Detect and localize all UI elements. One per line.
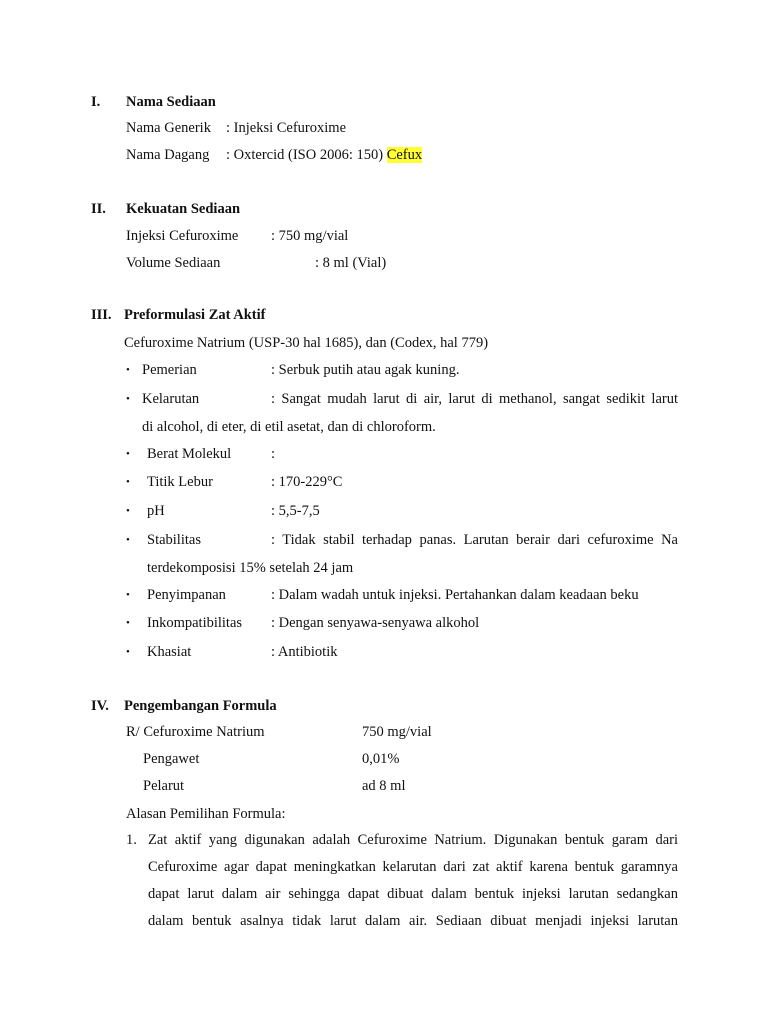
property-value-continuation: terdekomposisi 15% setelah 24 jam [147,560,354,576]
formula-label: Pengawet [143,751,200,767]
property-value: : Tidak stabil terhadap panas. Larutan berair dari cefuroxime Na [271,532,678,548]
formula-value: 750 mg/vial [362,724,432,740]
property-value: : Sangat mudah larut di air, larut di methanol, sangat sedikit larut [271,391,678,407]
section-4-title: Pengembangan Formula [124,698,277,714]
reason-line: dalam bentuk asalnya tidak larut dalam air. Sediaan dibuat menjadi injeksi larutan [148,913,678,929]
formula-value: 0,01% [362,751,400,767]
formula-label: R/ Cefuroxime Natrium [126,724,265,740]
trade-name-value [226,147,422,164]
bullet-icon: • [126,617,130,629]
bullet-icon: • [126,448,130,460]
reason-number: 1. [126,832,137,848]
bullet-icon: • [126,393,130,405]
bullet-icon: • [126,534,130,546]
property-value: : 5,5-7,5 [271,503,320,519]
section-2-number: II. [91,201,106,217]
reason-title: Alasan Pemilihan Formula: [126,806,286,822]
formula-label: Pelarut [143,778,185,794]
property-value: : Dengan senyawa-senyawa alkohol [271,615,480,631]
reason-line: Cefuroxime agar dapat meningkatkan kelarutan dari zat aktif karena bentuk garamnya [148,859,678,875]
property-label: Kelarutan [142,391,200,407]
property-label: Inkompatibilitas [147,615,243,631]
section-3-intro: Cefuroxime Natrium (USP-30 hal 1685), dan (Codex, hal 779) [124,335,489,351]
property-value: : Dalam wadah untuk injeksi. Pertahankan dalam keadaan beku [271,587,639,603]
section-3-title: Preformulasi Zat Aktif [124,307,266,323]
property-value: : [271,446,276,462]
property-value: : 170-229°C [271,474,343,490]
volume-label: Volume Sediaan [126,255,221,271]
bullet-icon: • [126,646,130,658]
bullet-icon: • [126,364,130,376]
strength-label: Injeksi Cefuroxime [126,228,239,244]
property-value: : Serbuk putih atau agak kuning. [271,362,460,378]
reason-line: dapat larut dalam air sehingga dapat dibuat dalam bentuk injeksi larutan sedangkan [148,886,678,902]
section-3-number: III. [91,307,112,323]
generic-name-value: : Injeksi Cefuroxime [226,120,347,136]
bullet-icon: • [126,476,130,488]
section-2-title: Kekuatan Sediaan [126,201,241,217]
property-label: Penyimpanan [147,587,226,603]
trade-name-text: : Oxtercid (ISO 2006: 150) [226,147,384,163]
property-value-continuation: di alcohol, di eter, di etil asetat, dan di chloroform. [142,419,436,435]
property-label: Titik Lebur [147,474,213,490]
section-4-number: IV. [91,698,109,714]
trade-name-label: Nama Dagang [126,147,210,163]
property-label: Khasiat [147,644,192,660]
formula-value: ad 8 ml [362,778,406,794]
property-value: : Antibiotik [271,644,338,660]
property-label: pH [147,503,165,519]
reason-line: Zat aktif yang digunakan adalah Cefuroxime Natrium. Digunakan bentuk garam dari [148,832,678,848]
property-label: Berat Molekul [147,446,232,462]
volume-value: : 8 ml (Vial) [315,255,387,271]
property-label: Stabilitas [147,532,201,548]
generic-name-label: Nama Generik [126,120,211,136]
strength-value: : 750 mg/vial [271,228,349,244]
section-1-title: Nama Sediaan [126,94,216,110]
property-label: Pemerian [142,362,197,378]
bullet-icon: • [126,505,130,517]
bullet-icon: • [126,589,130,601]
trade-name-highlight: Cefux [386,147,423,163]
section-1-number: I. [91,94,101,110]
